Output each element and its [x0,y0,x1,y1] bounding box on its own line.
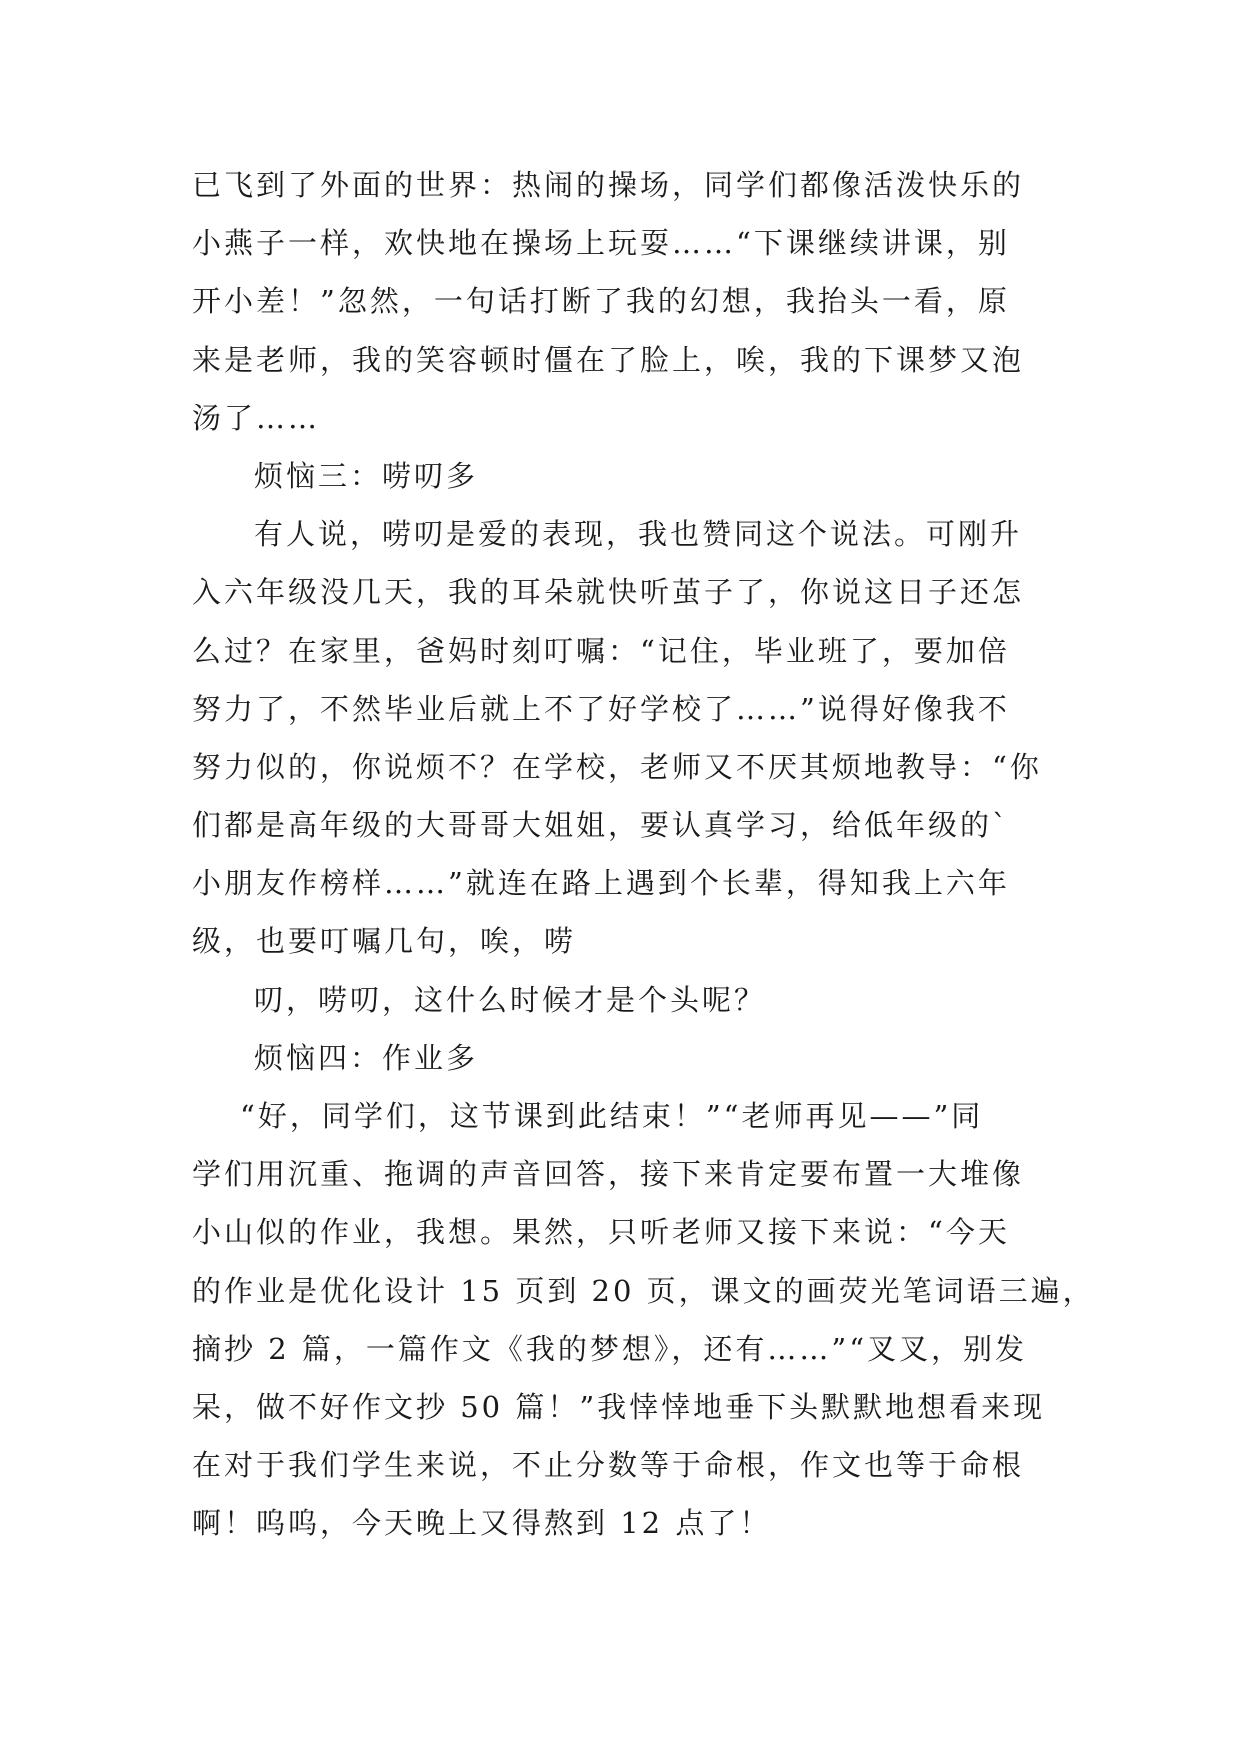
text-line: 级，也要叮嘱几句，唉，唠 [192,924,577,959]
text-line: “好，同学们，这节课到此结束！”“老师再见——”同 [240,1099,984,1133]
text-line: 的作业是优化设计 15 页到 20 页，课文的画荧光笔词语三遍， [192,1273,1095,1308]
section-heading: 烦恼三：唠叨多 [254,458,479,493]
text-line: 有人说，唠叨是爱的表现，我也赞同这个说法。可刚升 [254,517,1023,552]
text-line: 开小差！”忽然，一句话打断了我的幻想，我抬头一看，原 [192,284,1010,319]
section-heading: 烦恼四：作业多 [254,1040,479,1075]
text-line: 来是老师，我的笑容顿时僵在了脸上，唉，我的下课梦又泡 [192,342,1025,377]
text-line: 汤了…… [192,400,321,435]
text-line: 在对于我们学生来说，不止分数等于命根，作文也等于命根 [192,1448,1025,1483]
text-line: 叨，唠叨，这什么时候才是个头呢？ [254,982,767,1017]
text-line: 努力似的，你说烦不？在学校，老师又不厌其烦地教导：“你 [192,749,1042,784]
text-line: 小山似的作业，我想。果然，只听老师又接下来说：“今天 [192,1215,1010,1250]
text-line: 们都是高年级的大哥哥大姐姐，要认真学习，给低年级的` [192,808,1010,843]
text-line: 已飞到了外面的世界：热闹的操场，同学们都像活泼快乐的 [192,168,1025,202]
text-line: 啊！呜呜，今天晚上又得熬到 12 点了！ [192,1506,772,1541]
document-body [192,156,1095,1553]
text-line: 学们用沉重、拖调的声音回答，接下来肯定要布置一大堆像 [192,1157,1025,1192]
text-line: 小朋友作榜样……”就连在路上遇到个长辈，得知我上六年 [192,866,1010,901]
text-line: 入六年级没几天，我的耳朵就快听茧子了，你说这日子还怎 [192,575,1025,610]
text-line: 努力了，不然毕业后就上不了好学校了……”说得好像我不 [192,691,1010,726]
text-line: 么过？在家里，爸妈时刻叮嘱：“记住，毕业班了，要加倍 [192,633,1010,668]
text-line: 摘抄 2 篇，一篇作文《我的梦想》，还有……”“叉叉，别发 [192,1331,1028,1366]
text-line: 呆，做不好作文抄 50 篇！”我悻悻地垂下头默默地想看来现 [192,1389,1046,1424]
text-line: 小燕子一样，欢快地在操场上玩耍……“下课继续讲课，别 [192,226,1010,261]
